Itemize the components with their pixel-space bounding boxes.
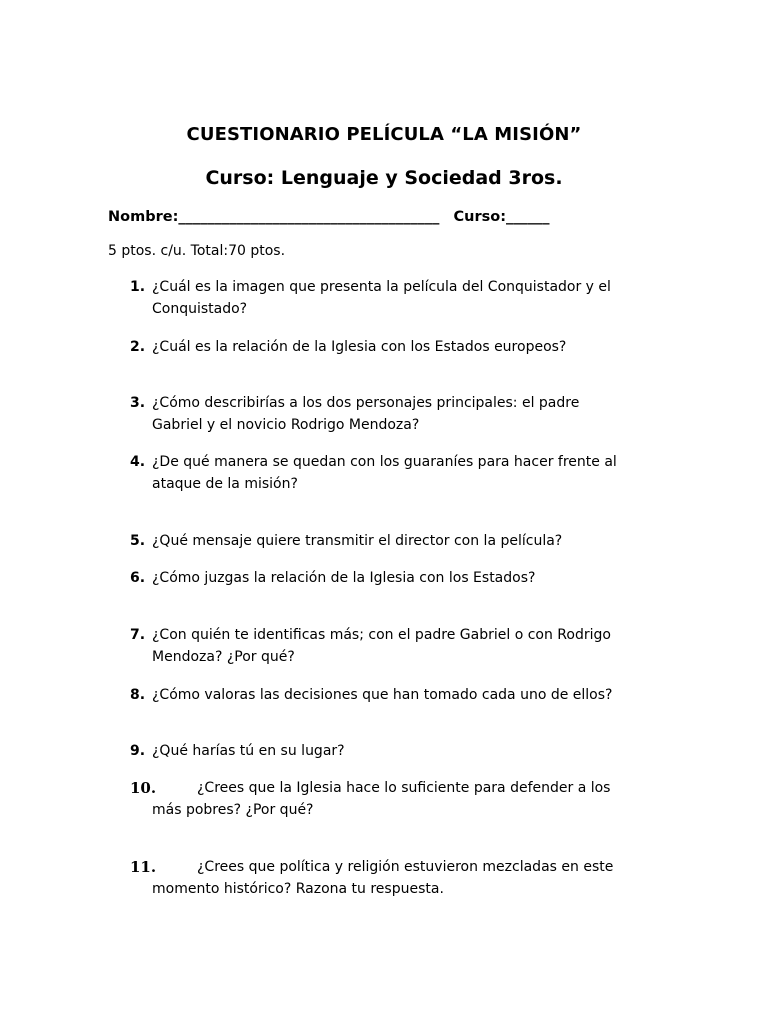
- question-7: [130, 624, 660, 668]
- question-text-line2: Gabriel y el novicio Rodrigo Mendoza?: [152, 417, 420, 433]
- question-8: [130, 684, 660, 706]
- question-text-line1: ¿Cómo describirías a los dos personajes principales: el padre: [152, 395, 580, 411]
- question-number: 4.: [130, 454, 146, 470]
- question-6: [130, 567, 660, 589]
- question-text-line2: momento histórico? Razona tu respuesta.: [152, 881, 444, 897]
- question-number: 2.: [130, 339, 146, 355]
- question-text-line1: ¿Cuál es la relación de la Iglesia con los Estados europeos?: [152, 339, 567, 355]
- question-number: 11.: [130, 858, 157, 876]
- question-text-line1: ¿Qué harías tú en su lugar?: [152, 743, 345, 759]
- question-number: 8.: [130, 687, 146, 703]
- question-2: [130, 336, 660, 358]
- question-number: 9.: [130, 743, 146, 759]
- question-text-line1: ¿Cómo juzgas la relación de la Iglesia con los Estados?: [152, 570, 536, 586]
- question-4: [130, 451, 660, 495]
- question-text-line1: ¿Qué mensaje quiere transmitir el director con la película?: [152, 533, 563, 549]
- question-number: 5.: [130, 533, 146, 549]
- points-info: 5 ptos. c/u. Total:70 ptos.: [108, 243, 286, 259]
- question-5: [130, 530, 660, 552]
- document-title: CUESTIONARIO PELÍCULA “LA MISIÓN”: [186, 124, 582, 145]
- question-1: [130, 276, 660, 320]
- question-9: [130, 740, 660, 762]
- question-number: 1.: [130, 279, 146, 295]
- course-label: Curso:______: [453, 209, 550, 225]
- name-course-line: [108, 209, 663, 225]
- question-10: [130, 777, 660, 821]
- question-3: [130, 392, 660, 436]
- question-text-line1: ¿Crees que la Iglesia hace lo suficiente para defender a los: [197, 780, 611, 796]
- course-heading: Curso: Lenguaje y Sociedad 3ros.: [205, 167, 563, 189]
- question-11: [130, 856, 660, 900]
- question-text-line1: ¿Cómo valoras las decisiones que han tomado cada uno de ellos?: [152, 687, 613, 703]
- question-number: 6.: [130, 570, 146, 586]
- question-number: 3.: [130, 395, 146, 411]
- question-text-line2: más pobres? ¿Por qué?: [152, 802, 314, 818]
- question-text-line2: Conquistado?: [152, 301, 248, 317]
- name-label: Nombre:____________________________________: [108, 209, 440, 225]
- question-text-line1: ¿De qué manera se quedan con los guaraníes para hacer frente al: [152, 454, 617, 470]
- question-text-line1: ¿Cuál es la imagen que presenta la película del Conquistador y el: [152, 279, 611, 295]
- question-text-line2: ataque de la misión?: [152, 476, 298, 492]
- question-number: 10.: [130, 779, 157, 797]
- question-text-line1: ¿Crees que política y religión estuvieron mezcladas en este: [197, 859, 614, 875]
- question-number: 7.: [130, 627, 146, 643]
- question-text-line2: Mendoza? ¿Por qué?: [152, 649, 295, 665]
- question-text-line1: ¿Con quién te identificas más; con el padre Gabriel o con Rodrigo: [152, 627, 611, 643]
